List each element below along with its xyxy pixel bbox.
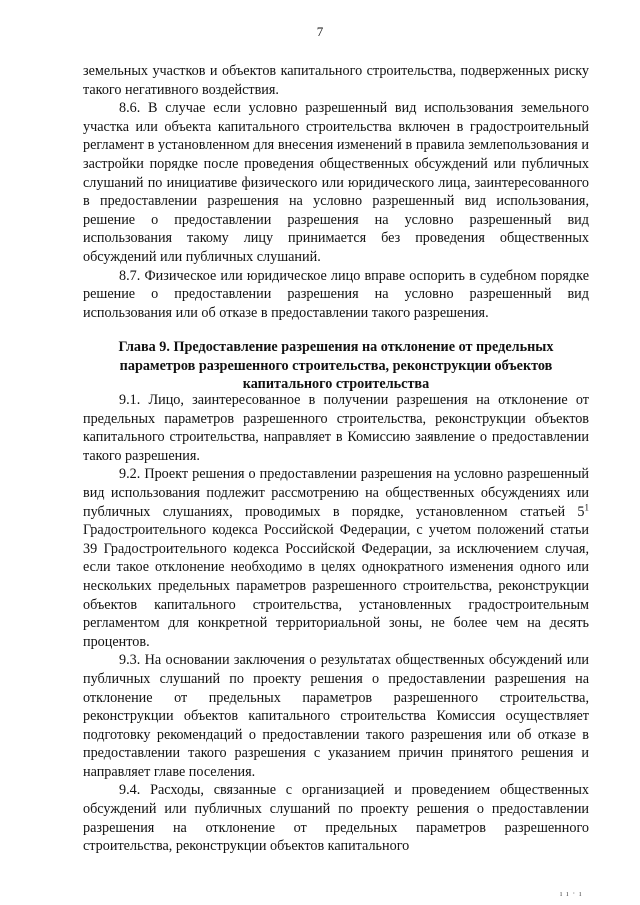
paragraph-9-1: 9.1. Лицо, заинтересованное в получении разрешения на отклонение от предельных параметров разрешенного строительства, реконструкции объектов капитального строительства, направляет в Комиссию заявление о предоставлении такого разрешения.: [83, 392, 589, 464]
paragraph-9-2-part-a: 9.2. Проект решения о предоставлении разрешения на условно разрешенный вид использования подлежит рассмотрению на общественных обсуждениях или публичных слушаниях, проводимых в порядке, установленном статьей 5: [83, 466, 589, 520]
chapter-heading: Глава 9. Предоставление разрешения на отклонение от предельных параметров разрешенного строительства, реконструкции объектов капитального строительства: [118, 339, 554, 393]
paragraph-9-3: 9.3. На основании заключения о результатах общественных обсуждений или публичных слушаний по проекту решения о предоставлении разрешения на отклонение от предельных параметров разрешенного строительства, реконструкции объектов капитального строительства Комиссия осуществляет подготовку рекомендаций о предоставлении такого разрешения или об отказе в предоставлении такого разрешения с указанием причин принятого решения и направляет главе поселения.: [83, 652, 589, 780]
paragraph-9-2: [83, 465, 589, 651]
paragraph-9-2-part-b: Градостроительного кодекса Российской Федерации, с учетом положений статьи 39 Градостроительного кодекса Российской Федерации, за исключением случая, если такое отклонение необходимо в целях однократного изменения одного или нескольких предельных параметров разрешенного строительства, реконструкции объектов капитального строительства, установленных градостроительным регламентом для конкретной территориальной зоны, не более чем на десять процентов.: [83, 522, 589, 650]
paragraph-9-4: 9.4. Расходы, связанные с организацией и проведением общественных обсуждений или публичных слушаний по проекту решения о предоставлении разрешения на отклонение от предельных параметров разрешенного строительства, реконструкции объектов капитального: [83, 782, 589, 855]
article-superscript: 1: [584, 501, 589, 512]
section-chapter-9-text: [83, 391, 589, 856]
corner-scan-mark: ıı·ı: [560, 889, 586, 898]
section-top-text: [83, 62, 589, 322]
page-number: 7: [316, 24, 324, 39]
paragraph-8-7: 8.7. Физическое или юридическое лицо вправе оспорить в судебном порядке решение о предоставлении разрешения на условно разрешенный вид использования или об отказе в предоставлении такого разрешения.: [83, 267, 589, 321]
paragraph-continuation: земельных участков и объектов капитального строительства, подверженных риску такого негативного воздействия.: [83, 63, 589, 98]
paragraph-8-6: 8.6. В случае если условно разрешенный вид использования земельного участка или объекта капитального строительства включен в градостроительный регламент в установленном для внесения изменений в правила землепользования и застройки порядке после проведения общественных обсуждений или публичных слушаний по инициативе физического или юридического лица, заинтересованного в предоставлении разрешения на условно разрешенный вид использования, решение о предоставлении разрешения на условно разрешенный вид использования такому лицу принимается без проведения общественных обсуждений или публичных слушаний.: [83, 100, 589, 265]
